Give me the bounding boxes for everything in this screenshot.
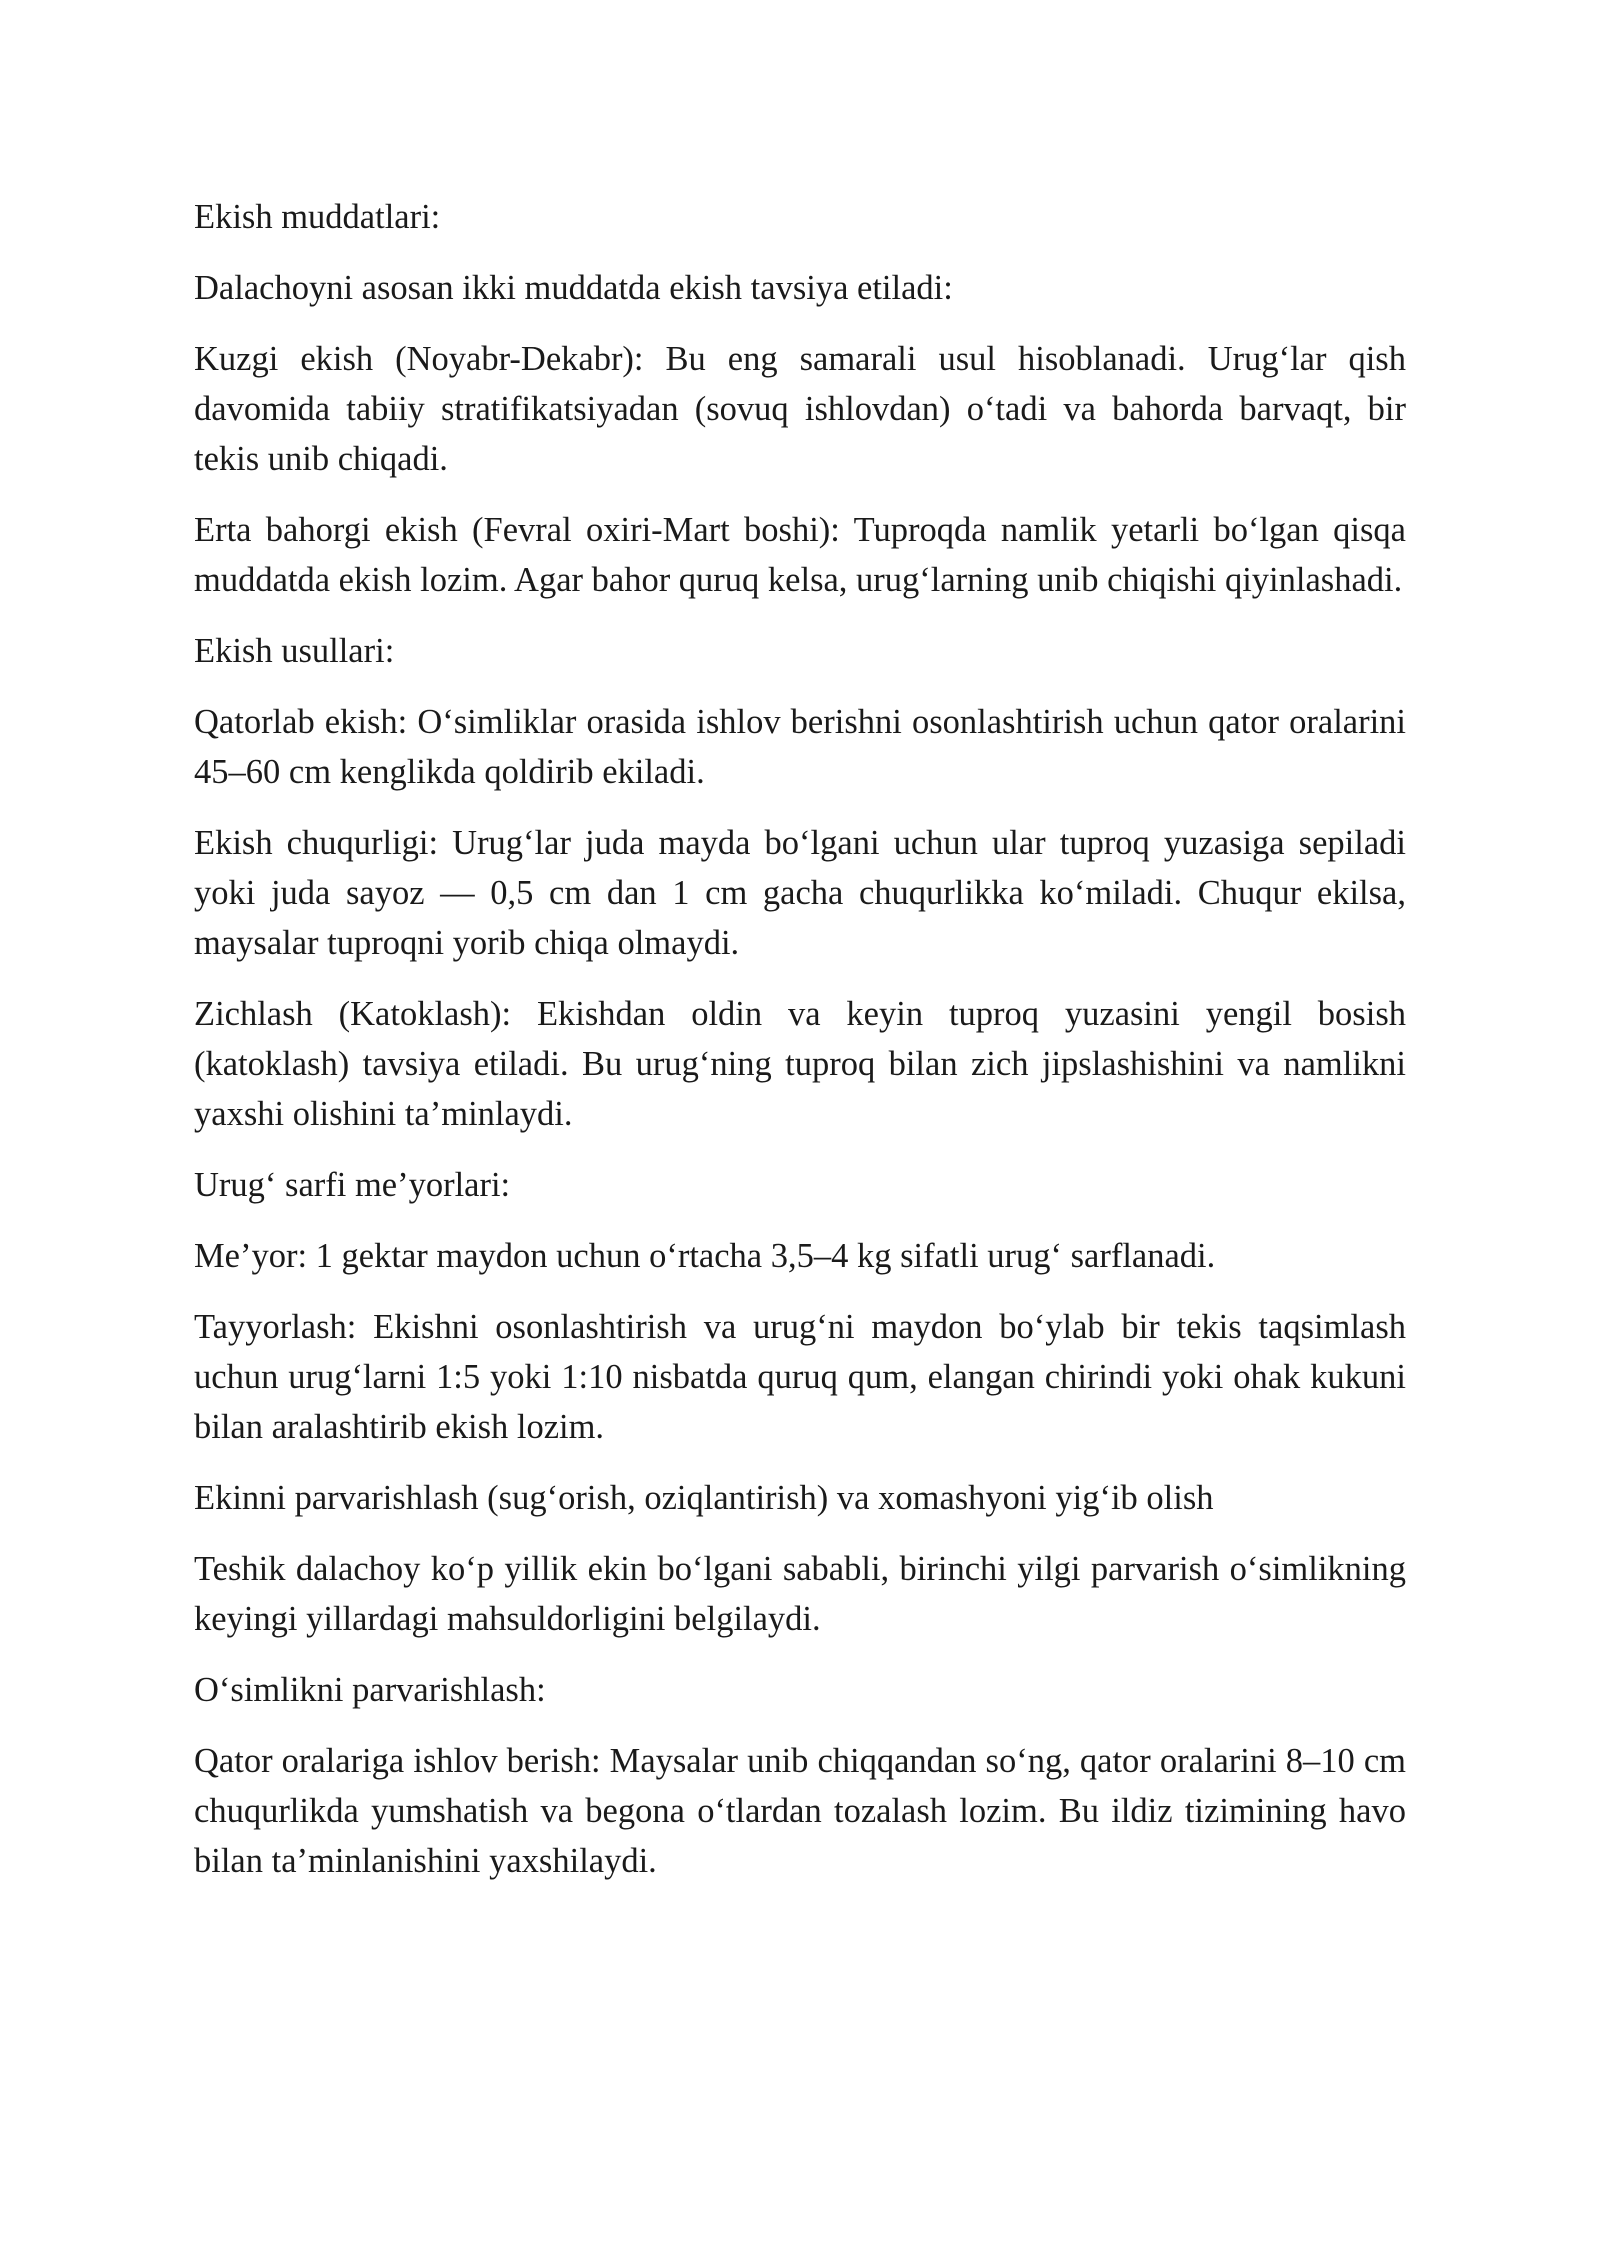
heading-ekish-usullari: Ekish usullari: xyxy=(194,632,395,670)
paragraph: Me’yor: 1 gektar maydon uchun o‘rtacha 3,5–4 kg sifatli urug‘ sarflanadi. xyxy=(194,1237,1216,1275)
paragraph: Qator oralariga ishlov berish: Maysalar unib chiqqandan so‘ng, qator oralarini 8–10 cm chuqurlikda yumshatish va begona o‘tlardan tozalash lozim. Bu ildiz tizimining havo bilan ta’minlanishini yaxshilaydi. xyxy=(194,1742,1406,1880)
paragraph: Kuzgi ekish (Noyabr-Dekabr): Bu eng samarali usul hisoblanadi. Urug‘lar qish davomida tabiiy stratifikatsiyadan (sovuq ishlovdan) o‘tadi va bahorda barvaqt, bir tekis unib chiqadi. xyxy=(194,340,1406,478)
heading-urug-sarfi: Urug‘ sarfi me’yorlari: xyxy=(194,1166,511,1204)
paragraph: Ekish chuqurligi: Urug‘lar juda mayda bo‘lgani uchun ular tuproq yuzasiga sepiladi yoki juda sayoz — 0,5 cm dan 1 cm gacha chuqurlikka ko‘miladi. Chuqur ekilsa, maysalar tuproqni yorib chiqa olmaydi. xyxy=(194,824,1406,962)
paragraph: Qatorlab ekish: O‘simliklar orasida ishlov berishni osonlashtirish uchun qator oralarini 45–60 cm kenglikda qoldirib ekiladi. xyxy=(194,703,1406,791)
document-body xyxy=(194,192,1406,1907)
heading-ekinni-parvarishlash: Ekinni parvarishlash (sug‘orish, oziqlantirish) va xomashyoni yig‘ib olish xyxy=(194,1479,1214,1517)
paragraph: Teshik dalachoy ko‘p yillik ekin bo‘lgani sababli, birinchi yilgi parvarish o‘simlikning keyingi yillardagi mahsuldorligini belgilaydi. xyxy=(194,1550,1406,1638)
paragraph: Tayyorlash: Ekishni osonlashtirish va urug‘ni maydon bo‘ylab bir tekis taqsimlash uchun urug‘larni 1:5 yoki 1:10 nisbatda quruq qum, elangan chirindi yoki ohak kukuni bilan aralashtirib ekish lozim. xyxy=(194,1308,1406,1446)
paragraph: Dalachoyni asosan ikki muddatda ekish tavsiya etiladi: xyxy=(194,269,953,307)
heading-ekish-muddatlari: Ekish muddatlari: xyxy=(194,198,441,236)
heading-osimlikni-parvarishlash: O‘simlikni parvarishlash: xyxy=(194,1671,546,1709)
paragraph: Erta bahorgi ekish (Fevral oxiri-Mart boshi): Tuproqda namlik yetarli bo‘lgan qisqa muddatda ekish lozim. Agar bahor quruq kelsa, urug‘larning unib chiqishi qiyinlashadi. xyxy=(194,511,1406,599)
paragraph: Zichlash (Katoklash): Ekishdan oldin va keyin tuproq yuzasini yengil bosish (katoklash) tavsiya etiladi. Bu urug‘ning tuproq bilan zich jipslashishini va namlikni yaxshi olishini ta’minlaydi. xyxy=(194,995,1406,1133)
